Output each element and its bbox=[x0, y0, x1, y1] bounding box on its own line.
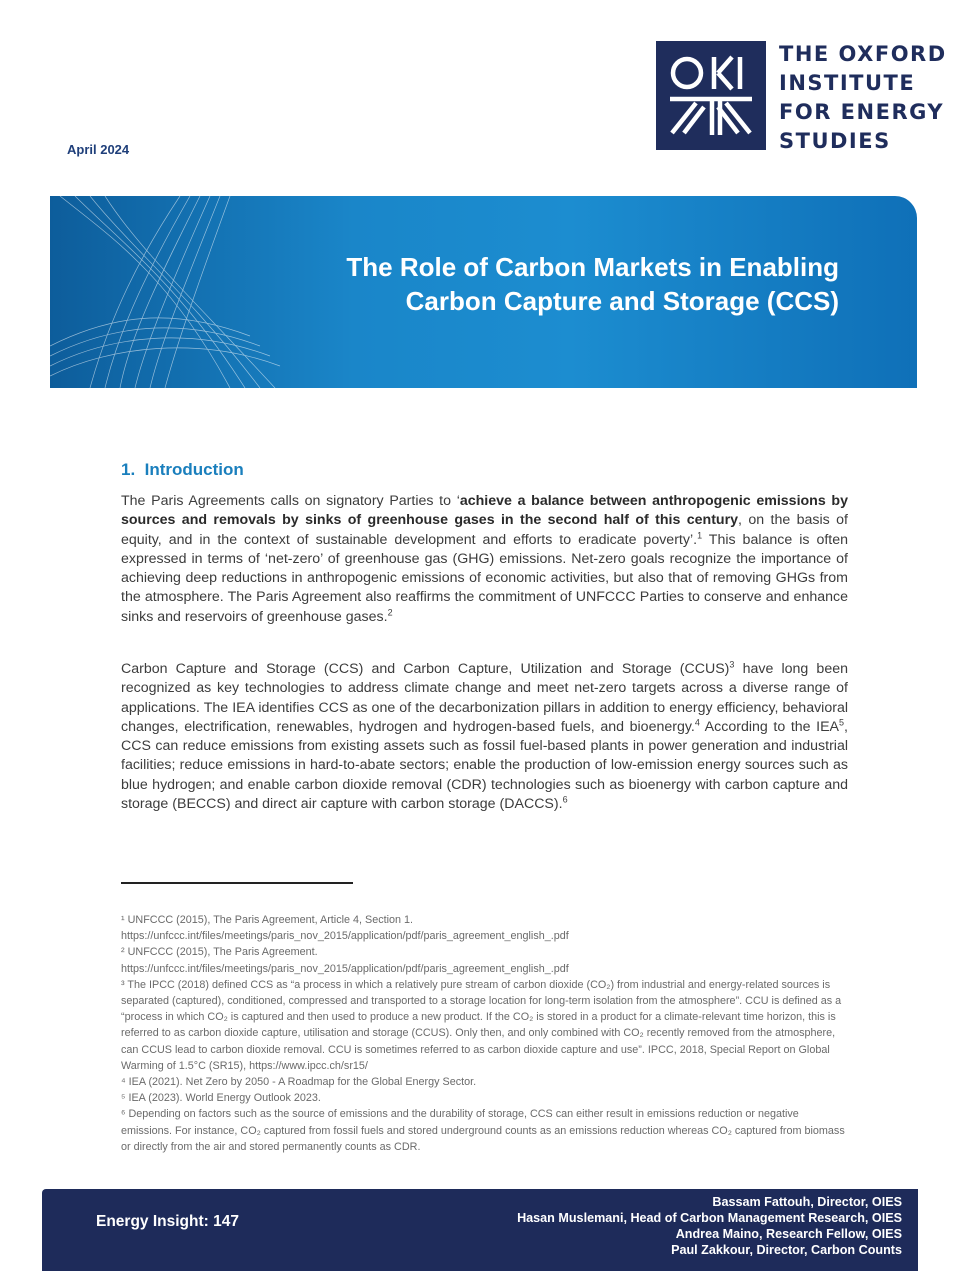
section-heading: 1. Introduction bbox=[121, 460, 244, 479]
text-run: , on the basis of equity, and in the context of sustainable development and efforts to eradicate poverty’. bbox=[121, 512, 848, 548]
footnotes bbox=[121, 912, 851, 1155]
org-name-line: THE OXFORD bbox=[779, 42, 947, 66]
author-list bbox=[517, 1194, 902, 1258]
org-name-line: FOR ENERGY bbox=[779, 100, 945, 124]
intro-paragraph-2 bbox=[121, 660, 848, 814]
intro-paragraph-1 bbox=[121, 492, 848, 627]
title-banner bbox=[50, 196, 917, 388]
text-run: Carbon Capture and Storage (CCS) and Carbon Capture, Utilization and Storage (CCUS) bbox=[121, 661, 730, 677]
text-run: This balance is often expressed in terms of ‘net-zero’ of greenhouse gas (GHG) emissions. Net-zero goals recognize the importance of achieving deep reductions in anthropogenic emissions of economic activities, but also that of removing GHGs from the atmosphere. The Paris Agreement also reaffirms the commitment of UNFCCC Parties to conserve and enhance sinks and reservoirs of greenhouse gases. bbox=[121, 531, 848, 625]
footnote-6: ⁶ Depending on factors such as the source of emissions and the durability of storage, CCS can either result in emissions reduction or negative emissions. For instance, CO₂ captured from fossil fuels and stored underground counts as an emissions reduction whereas CO₂ captured from biomass or directly from the air and stored permanently counts as CDR. bbox=[121, 1108, 845, 1153]
footnote-ref[interactable]: 6 bbox=[562, 794, 568, 805]
footnote-1-link[interactable]: https://unfccc.int/files/meetings/paris_nov_2015/application/pdf/paris_agreement_english_.pdf bbox=[121, 930, 569, 943]
author-line: Paul Zakkour, Director, Carbon Counts bbox=[671, 1243, 902, 1257]
publication-date: April 2024 bbox=[67, 142, 130, 157]
author-line: Hasan Muslemani, Head of Carbon Management Research, OIES bbox=[517, 1211, 902, 1225]
series-label: Energy Insight: 147 bbox=[96, 1213, 239, 1230]
org-name-line: STUDIES bbox=[779, 129, 891, 153]
oies-logo-mark bbox=[656, 41, 766, 150]
title-line-1: The Role of Carbon Markets in Enabling bbox=[346, 252, 839, 282]
footnote-2: ² UNFCCC (2015), The Paris Agreement. bbox=[121, 946, 318, 959]
footnote-4: ⁴ IEA (2021). Net Zero by 2050 - A Roadmap for the Global Energy Sector. bbox=[121, 1076, 477, 1089]
text-run: have long been recognized as key technologies to address climate change and meet net-zero targets across a diverse range of applications. The IEA identifies CCS as one of the decarbonization pillars in addition to energy efficiency, behavioral changes, electrification, renewables, hydrogen and hydrogen-based fuels, and bioenergy. bbox=[121, 661, 848, 735]
text-run: The Paris Agreements calls on signatory Parties to ‘ bbox=[121, 493, 460, 509]
author-line: Bassam Fattouh, Director, OIES bbox=[712, 1195, 902, 1209]
document-title bbox=[346, 250, 839, 318]
bold-quote: achieve a balance between anthropogenic emissions by sources and removals by sinks of greenhouse gases in the second half of this century bbox=[121, 493, 848, 529]
oies-logo-icon bbox=[656, 41, 766, 150]
footnote-ref[interactable]: 1 bbox=[697, 529, 703, 540]
footnote-2-link[interactable]: https://unfccc.int/files/meetings/paris_nov_2015/application/pdf/paris_agreement_english_.pdf bbox=[121, 962, 569, 975]
footnote-ref[interactable]: 5 bbox=[839, 717, 845, 728]
footnote-ref[interactable]: 2 bbox=[387, 607, 393, 618]
footnote-divider bbox=[121, 882, 353, 884]
org-name bbox=[779, 40, 949, 156]
footnote-3: ³ The IPCC (2018) defined CCS as “a process in which a relatively pure stream of carbon dioxide (CO₂) from industrial and energy-related sources is separated (captured), conditioned, compressed and transported to a storage location for long-term isolation from the atmosphere”. CCU is defined as a “process in which CO₂ is captured and then used to produce a new product. If the CO₂ is stored in a product for a climate-relevant time horizon, this is referred to as carbon dioxide capture, utilisation and storage (CCUS). Only then, and only combined with CO₂ recently removed from the atmosphere, can CCUS lead to carbon dioxide removal. CCU is sometimes referred to as carbon dioxide capture and use”. IPCC, 2018, Special Report on Global Warming of 1.5°C (SR15), https://www.ipcc.ch/sr15/ bbox=[121, 978, 842, 1072]
org-name-line: INSTITUTE bbox=[779, 71, 916, 95]
title-line-2: Carbon Capture and Storage (CCS) bbox=[405, 286, 839, 316]
text-run: , CCS can reduce emissions from existing assets such as fossil fuel-based plants in power generation and industrial facilities; reduce emissions in hard-to-abate sectors; enable the production of low-emission energy sources such as blue hydrogen; and enable carbon dioxide removal (CDR) technologies such as bioenergy with carbon capture and storage (BECCS) and direct air capture with carbon storage (DACCS). bbox=[121, 718, 848, 813]
footnote-ref[interactable]: 3 bbox=[729, 659, 735, 670]
footnote-1: ¹ UNFCCC (2015), The Paris Agreement, Article 4, Section 1. bbox=[121, 914, 414, 926]
text-run: According to the IEA bbox=[699, 718, 840, 735]
footer-bar bbox=[42, 1189, 918, 1271]
footnote-5: ⁵ IEA (2023). World Energy Outlook 2023. bbox=[121, 1092, 321, 1105]
footnote-ref[interactable]: 4 bbox=[694, 717, 700, 728]
author-line: Andrea Maino, Research Fellow, OIES bbox=[675, 1227, 902, 1241]
